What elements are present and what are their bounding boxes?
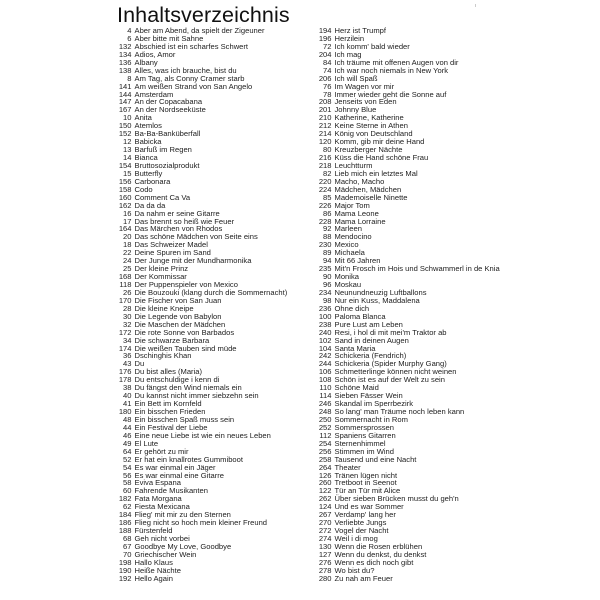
toc-song-title: Albany	[134, 57, 158, 67]
toc-page-number: 120	[318, 137, 332, 147]
toc-song-title: An der Nordseeküste	[134, 105, 206, 115]
toc-entry	[112, 575, 312, 583]
toc-song-title: Ohne dich	[334, 303, 370, 313]
toc-page-number: 4	[127, 26, 132, 35]
toc-song-title: Die Bouzouki (klang durch die Sommernacht)	[134, 287, 288, 297]
toc-page-number: 160	[118, 192, 132, 202]
toc-song-title: Ich war noch niemals in New York	[334, 65, 449, 75]
toc-song-title: Schickeria (Spider Murphy Gang)	[334, 359, 447, 369]
toc-page-number: 104	[318, 343, 332, 353]
toc-page-number: 186	[118, 518, 132, 528]
toc-song-title: Wenn es dich noch gibt	[334, 557, 414, 567]
toc-page-number: 136	[118, 57, 132, 67]
toc-page-number: 216	[318, 153, 332, 162]
toc-page-number: 167	[118, 105, 132, 115]
toc-song-title: Barfuß im Regen	[134, 145, 192, 155]
toc-song-title: Moskau	[334, 280, 362, 289]
toc-page-number: 248	[318, 407, 332, 416]
toc-page-number: 85	[323, 192, 332, 202]
toc-page-number: 201	[318, 105, 332, 115]
toc-song-title: So lang' man Träume noch leben kann	[334, 407, 465, 416]
toc-page-number: 260	[318, 478, 332, 488]
toc-song-title: Fahrende Musikanten	[134, 486, 208, 496]
toc-song-title: Er gehört zu mir	[134, 446, 189, 456]
toc-page-number: 112	[319, 430, 332, 440]
toc-song-title: Vogel der Nacht	[334, 526, 389, 536]
toc-page-number: 235	[318, 264, 332, 274]
toc-page-number: 24	[123, 256, 132, 266]
toc-page-number: 252	[318, 422, 332, 432]
toc-page-number: 114	[319, 391, 332, 401]
toc-song-title: Sternenhimmel	[334, 438, 386, 448]
toc-song-title: Flieg' mit mir zu den Sternen	[134, 510, 231, 520]
toc-song-title: Nur ein Kuss, Maddalena	[334, 295, 420, 305]
toc-song-title: Ich träume mit offenen Augen von dir	[334, 57, 459, 67]
toc-page-number: 130	[318, 541, 332, 551]
toc-song-title: Mexico	[334, 240, 359, 250]
toc-page-number: 43	[123, 359, 132, 369]
toc-song-title: Spaniens Gitarren	[334, 430, 396, 440]
toc-song-title: Verdamp' lang her	[334, 510, 396, 520]
toc-song-title: Pure Lust am Leben	[334, 319, 403, 329]
toc-song-title: Ein Festival der Liebe	[134, 422, 208, 432]
toc-song-title: Die kleine Kneipe	[134, 303, 194, 313]
toc-page-number: 126	[318, 470, 332, 480]
toc-page-number: 118	[119, 280, 132, 289]
toc-song-title: Babicka	[134, 137, 162, 147]
toc-page-number: 82	[323, 168, 332, 178]
toc-page-number: 46	[123, 430, 132, 440]
toc-page-number: 138	[118, 65, 132, 75]
toc-song-title: Adios, Amor	[134, 49, 176, 59]
toc-song-title: El Lute	[134, 438, 159, 448]
toc-song-title: Tür an Tür mit Alice	[334, 486, 401, 496]
toc-page-number: 224	[318, 184, 332, 194]
toc-page-number: 150	[118, 121, 132, 131]
toc-song-title: Tränen lügen nicht	[334, 470, 398, 480]
toc-song-title: Sand in deinen Augen	[334, 335, 409, 345]
toc-page-number: 218	[318, 160, 332, 170]
toc-song-title: Du entschuldige i kenn di	[134, 375, 220, 385]
toc-page-number: 34	[123, 335, 132, 345]
toc-page-number: 194	[318, 26, 332, 35]
toc-page-number: 156	[118, 176, 132, 186]
toc-page-number: 240	[318, 327, 332, 337]
toc-song-title: Bruttosozialprodukt	[134, 160, 200, 170]
toc-page-number: 127	[318, 549, 332, 559]
toc-page-number: 258	[318, 454, 332, 464]
toc-page-number: 67	[123, 541, 132, 551]
toc-song-title: Mendocino	[334, 232, 372, 242]
toc-page-number: 96	[323, 280, 332, 289]
toc-song-title: Mädchen, Mädchen	[334, 184, 402, 194]
toc-page-number: 220	[318, 176, 332, 186]
toc-page-number: 230	[318, 240, 332, 250]
toc-page-number: 272	[318, 526, 332, 536]
toc-page-number: 64	[123, 446, 132, 456]
toc-song-title: Aber bitte mit Sahne	[134, 33, 204, 43]
toc-page-number: 152	[118, 129, 132, 139]
toc-page-number: 254	[318, 438, 332, 448]
toc-song-title: Das brennt so heiß wie Feuer	[134, 216, 235, 226]
toc-song-title: Sommersprossen	[334, 422, 395, 432]
toc-song-title: Alles, was ich brauche, bist du	[134, 65, 237, 75]
toc-page-number: 214	[318, 129, 332, 139]
toc-song-title: Hello Again	[134, 573, 173, 583]
toc-song-title: Codo	[134, 184, 153, 194]
toc-song-title: Sommernacht in Rom	[334, 414, 408, 424]
toc-song-title: Neunundneuzig Luftballons	[334, 287, 427, 297]
toc-page-number: 25	[123, 264, 132, 274]
toc-page-number: 190	[118, 565, 132, 575]
toc-page-number: 158	[118, 184, 132, 194]
toc-song-title: Skandal im Sperrbezirk	[334, 399, 413, 409]
toc-page-number: 198	[118, 557, 132, 567]
toc-page-number: 26	[123, 287, 132, 297]
toc-page-number: 36	[123, 351, 132, 361]
toc-song-title: Da nahm er seine Gitarre	[134, 208, 220, 218]
toc-page-number: 28	[123, 303, 132, 313]
toc-page-number: 18	[123, 240, 132, 250]
toc-song-title: Die rote Sonne von Barbados	[134, 327, 235, 337]
toc-song-title: An der Copacabana	[134, 97, 203, 107]
toc-song-title: Carbonara	[134, 176, 171, 186]
toc-page-number: 56	[123, 470, 132, 480]
toc-song-title: Verliebte Jungs	[334, 518, 387, 528]
toc-song-title: Tretboot in Seenot	[334, 478, 397, 488]
toc-song-title: Ba-Ba-Banküberfall	[134, 129, 201, 139]
toc-song-title: Du kannst nicht immer siebzehn sein	[134, 391, 259, 401]
toc-page-number: 6	[127, 33, 132, 43]
toc-song-title: Atemlos	[134, 121, 162, 131]
toc-song-title: Goodbye My Love, Goodbye	[134, 541, 232, 551]
toc-song-title: Keine Sterne in Athen	[334, 121, 408, 131]
toc-song-title: Der kleine Prinz	[134, 264, 189, 274]
toc-song-title: Major Tom	[334, 200, 370, 210]
toc-song-title: Sieben Fässer Wein	[334, 391, 403, 401]
toc-page-number: 92	[323, 224, 332, 234]
toc-page-number: 144	[118, 89, 132, 99]
toc-page-number: 228	[318, 216, 332, 226]
toc-page-number: 70	[123, 549, 132, 559]
toc-page-number: 80	[323, 145, 332, 155]
toc-song-title: Das Märchen von Rhodos	[134, 224, 223, 234]
toc-song-title: Marleen	[334, 224, 362, 234]
toc-song-title: Johnny Blue	[334, 105, 377, 115]
toc-page-number: 86	[323, 208, 332, 218]
toc-song-title: Leuchtturm	[334, 160, 373, 170]
toc-page-number: 170	[118, 295, 132, 305]
toc-page-number: 13	[123, 145, 132, 155]
toc-song-title: Fata Morgana	[134, 494, 182, 504]
toc-song-title: Weil i di mog	[334, 534, 378, 543]
toc-page-number: 264	[318, 462, 332, 472]
toc-song-title: Es war einmal eine Gitarre	[134, 470, 224, 480]
toc-song-title: Herzilein	[334, 33, 365, 43]
toc-page-number: 124	[318, 502, 332, 512]
toc-page-number: 48	[123, 414, 132, 424]
toc-song-title: Resi, i hol di mit mei'm Traktor ab	[334, 327, 447, 337]
toc-page-number: 32	[123, 319, 132, 329]
toc-song-title: Die Maschen der Mädchen	[134, 319, 226, 329]
toc-song-title: Dschinghis Khan	[134, 351, 192, 361]
toc-song-title: Herz ist Trumpf	[334, 26, 386, 35]
page-edge-mark	[475, 4, 476, 7]
toc-page-number: 132	[118, 41, 132, 51]
toc-page-number: 30	[123, 311, 132, 321]
toc-page-number: 147	[118, 97, 132, 107]
toc-page-number: 206	[318, 73, 332, 83]
toc-song-title: Die Legende von Babylon	[134, 311, 222, 321]
toc-song-title: Deine Spuren im Sand	[134, 248, 211, 258]
toc-page-number: 22	[123, 248, 132, 258]
toc-song-title: Ich mag	[334, 49, 362, 59]
toc-page-number: 54	[123, 462, 132, 472]
toc-page-number: 78	[323, 89, 332, 99]
toc-page-number: 102	[318, 335, 332, 345]
toc-page-number: 134	[118, 49, 132, 59]
toc-song-title: Der Kommissar	[134, 272, 187, 282]
toc-page-number: 236	[318, 303, 332, 313]
toc-page-number: 88	[323, 232, 332, 242]
toc-page-number: 184	[118, 510, 132, 520]
toc-page-number: 12	[123, 137, 132, 147]
toc-song-title: Fürstenfeld	[134, 526, 173, 536]
toc-song-title: Er hat ein knallrotes Gummiboot	[134, 454, 243, 464]
toc-song-title: Die weißen Tauben sind müde	[134, 343, 237, 353]
toc-page-number: 100	[318, 311, 332, 321]
toc-song-title: Das Schweizer Madel	[134, 240, 208, 250]
toc-song-title: Schmetterlinge können nicht weinen	[334, 367, 457, 377]
toc-song-title: Die Fischer von San Juan	[134, 295, 222, 305]
toc-page-number: 110	[319, 383, 332, 393]
toc-page-number: 154	[118, 160, 132, 170]
toc-song-title: Mademoiselle Ninette	[334, 192, 408, 202]
toc-page-number: 192	[118, 573, 132, 583]
toc-song-title: Katherine, Katherine	[334, 113, 404, 123]
toc-page-number: 60	[123, 486, 132, 496]
toc-song-title: Wenn du denkst, du denkst	[334, 549, 427, 559]
toc-page-number: 49	[123, 438, 132, 448]
toc-song-title: Theater	[334, 462, 361, 472]
toc-page-number: 278	[318, 565, 332, 575]
toc-page-number: 267	[318, 510, 332, 520]
toc-song-title: Du	[134, 359, 145, 369]
toc-song-title: Anita	[134, 113, 152, 123]
toc-page-number: 280	[318, 573, 332, 583]
toc-page-number: 108	[318, 375, 332, 385]
toc-song-title: Du fängst den Wind niemals ein	[134, 383, 242, 393]
toc-page-number: 44	[123, 422, 132, 432]
toc-song-title: König von Deutschland	[334, 129, 413, 139]
toc-song-title: Ein bisschen Frieden	[134, 407, 206, 416]
toc-song-title: Wo bist du?	[334, 565, 375, 575]
toc-page-number: 90	[323, 272, 332, 282]
toc-page-number: 196	[318, 33, 332, 43]
toc-song-title: Fiesta Mexicana	[134, 502, 190, 512]
toc-page-number: 226	[318, 200, 332, 210]
toc-entry	[312, 575, 552, 583]
toc-song-title: Eviva Espana	[134, 478, 181, 488]
toc-song-title: Im Wagen vor mir	[334, 81, 395, 91]
toc-song-title: Mama Leone	[334, 208, 379, 218]
toc-song-title: Michaela	[334, 248, 365, 258]
toc-song-title: Flieg nicht so hoch mein kleiner Freund	[134, 518, 268, 528]
toc-song-title: Geh nicht vorbei	[134, 534, 190, 543]
toc-song-title: Macho, Macho	[334, 176, 385, 186]
toc-column-left	[112, 27, 312, 583]
toc-page-number: 17	[123, 216, 132, 226]
toc-song-title: Zu nah am Feuer	[334, 573, 393, 583]
toc-page-number: 188	[118, 526, 132, 536]
toc-page-number: 210	[318, 113, 332, 123]
toc-song-title: Mit'n Frosch im Hois und Schwammerl in de Knia	[334, 264, 500, 274]
toc-song-title: Butterfly	[134, 168, 163, 178]
toc-song-title: Am weißen Strand von San Angelo	[134, 81, 253, 91]
toc-page-number: 68	[123, 534, 132, 543]
toc-page-number: 178	[118, 375, 132, 385]
toc-song-title: Komm, gib mir deine Hand	[334, 137, 425, 147]
toc-page-number: 74	[323, 65, 332, 75]
toc-song-title: Comment Ca Va	[134, 192, 191, 202]
toc-page-number: 20	[123, 232, 132, 242]
toc-song-title: Und es war Sommer	[334, 502, 404, 512]
toc-song-title: Du bist alles (Maria)	[134, 367, 203, 377]
toc-page-number: 234	[318, 287, 332, 297]
toc-page-number: 14	[123, 153, 132, 162]
toc-page-number: 172	[118, 327, 132, 337]
toc-song-title: Tausend und eine Nacht	[334, 454, 417, 464]
toc-song-title: Griechischer Wein	[134, 549, 197, 559]
toc-song-title: Paloma Blanca	[334, 311, 386, 321]
toc-page-number: 41	[123, 399, 132, 409]
toc-page-number: 238	[318, 319, 332, 329]
toc-song-title: Heiße Nächte	[134, 565, 181, 575]
toc-page-number: 246	[318, 399, 332, 409]
toc-page-number: 208	[318, 97, 332, 107]
toc-page-number: 180	[118, 407, 132, 416]
toc-song-title: Wenn die Rosen erblühen	[334, 541, 423, 551]
toc-song-title: Schöne Maid	[334, 383, 379, 393]
toc-page-number: 8	[127, 73, 132, 83]
toc-column-right	[312, 27, 552, 583]
toc-page-number: 16	[123, 208, 132, 218]
toc-song-title: Kreuzberger Nächte	[334, 145, 403, 155]
toc-page-number: 164	[118, 224, 132, 234]
toc-page-number: 262	[318, 494, 332, 504]
toc-song-title: Ein bisschen Spaß muss sein	[134, 414, 235, 424]
toc-page-number: 76	[323, 81, 332, 91]
toc-page-number: 89	[323, 248, 332, 258]
toc-song-title: Immer wieder geht die Sonne auf	[334, 89, 447, 99]
toc-song-title: Bianca	[134, 153, 158, 162]
toc-song-title: Da da da	[134, 200, 166, 210]
toc-page-number: 98	[323, 295, 332, 305]
toc-page-number: 212	[318, 121, 332, 131]
toc-song-title: Der Puppenspieler von Mexico	[134, 280, 238, 289]
toc-song-title: Amsterdam	[134, 89, 174, 99]
toc-page-number: 244	[318, 359, 332, 369]
toc-page-number: 174	[118, 343, 132, 353]
toc-song-title: Ich komm' bald wieder	[334, 41, 410, 51]
page-title: Inhaltsverzeichnis	[117, 3, 290, 27]
toc-page-number: 84	[323, 57, 332, 67]
toc-song-title: Ein Bett im Kornfeld	[134, 399, 202, 409]
toc-page-number: 15	[123, 168, 132, 178]
toc-page-number: 276	[318, 557, 332, 567]
toc-song-title: Das schöne Mädchen von Seite eins	[134, 232, 258, 242]
toc-song-title: Schön ist es auf der Welt zu sein	[334, 375, 445, 385]
toc-page-number: 162	[118, 200, 132, 210]
toc-page-number: 94	[323, 256, 332, 266]
toc-song-title: Am Tag, als Conny Cramer starb	[134, 73, 245, 83]
toc-page-number: 141	[118, 81, 132, 91]
toc-page-number: 168	[118, 272, 132, 282]
toc-song-title: Lieb mich ein letztes Mal	[334, 168, 418, 178]
toc-song-title: Mama Lorraine	[334, 216, 386, 226]
toc-song-title: Eine neue Liebe ist wie ein neues Leben	[134, 430, 271, 440]
toc-page-number: 52	[123, 454, 132, 464]
toc-page-number: 10	[123, 113, 132, 123]
toc-page-number: 106	[318, 367, 332, 377]
toc-song-title: Abschied ist ein scharfes Schwert	[134, 41, 249, 51]
toc-song-title: Küss die Hand schöne Frau	[334, 153, 429, 162]
toc-page-number: 250	[318, 414, 332, 424]
toc-page-number: 242	[318, 351, 332, 361]
toc-page-number: 270	[318, 518, 332, 528]
toc-page-number: 122	[318, 486, 332, 496]
toc-page-number: 72	[323, 41, 332, 51]
toc-song-title: Die schwarze Barbara	[134, 335, 210, 345]
toc-song-title: Monika	[334, 272, 359, 282]
toc-page-number: 176	[118, 367, 132, 377]
toc-song-title: Aber am Abend, da spielt der Zigeuner	[134, 26, 265, 35]
toc-page-number: 58	[123, 478, 132, 488]
toc-page-number: 256	[318, 446, 332, 456]
toc-song-title: Hallo Klaus	[134, 557, 173, 567]
toc-song-title: Schickeria (Fendrich)	[334, 351, 407, 361]
toc-page-number: 62	[123, 502, 132, 512]
toc-page-number: 182	[118, 494, 132, 504]
toc-song-title: Über sieben Brücken musst du geh'n	[334, 494, 459, 504]
toc-song-title: Santa Maria	[334, 343, 376, 353]
toc-page-number: 40	[123, 391, 132, 401]
toc-page-number: 204	[318, 49, 332, 59]
toc-song-title: Stimmen im Wind	[334, 446, 394, 456]
toc-song-title: Es war einmal ein Jäger	[134, 462, 216, 472]
toc-page-number: 38	[123, 383, 132, 393]
toc-song-title: Ich will Spaß	[334, 73, 378, 83]
toc-page-number: 274	[318, 534, 332, 543]
toc-song-title: Jenseits von Eden	[334, 97, 397, 107]
toc-song-title: Mit 66 Jahren	[334, 256, 381, 266]
toc-song-title: Der Junge mit der Mundharmonika	[134, 256, 252, 266]
